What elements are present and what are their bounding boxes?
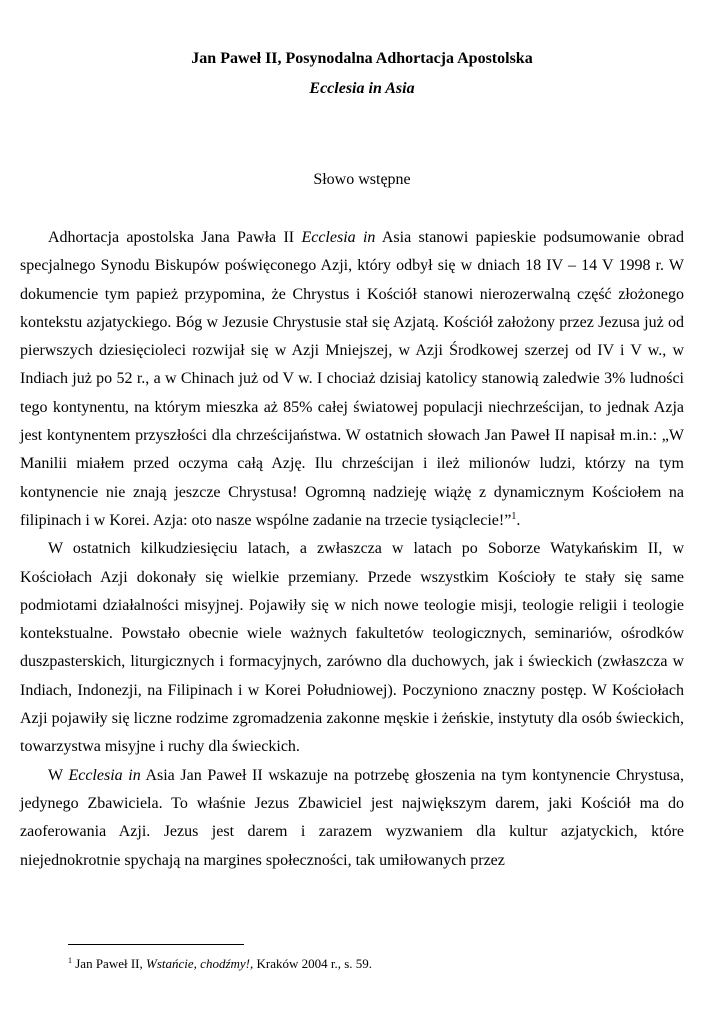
document-subtitle: Ecclesia in Asia (309, 80, 415, 97)
section-heading: Słowo wstępne (313, 171, 411, 188)
body-text (20, 224, 684, 875)
paragraph-1-text-c: . (516, 511, 521, 529)
document-title: Jan Paweł II, Posynodalna Adhortacja Apostolska (191, 50, 533, 67)
paragraph-1 (20, 224, 684, 535)
paragraph-3-italic: Ecclesia in (68, 766, 141, 784)
footnote-number: 1 (68, 956, 72, 965)
paragraph-1-italic: Ecclesia in (301, 229, 376, 246)
paragraph-3-text-a: W (48, 766, 69, 784)
footnote-text-a: Jan Paweł II, (72, 956, 147, 971)
footnote (68, 956, 688, 972)
paragraph-2: W ostatnich kilkudziesięciu latach, a zwłaszcza w latach po Soborze Watykańskim II, w Kościołach Azji dokonały się wielkie przemiany. Przede wszystkim Kościoły te stały się same podmiotami działalności misyjnej. Pojawiły się w nich nowe teologie misji, teologie religii i teologie kontekstualne. Powstało obecnie wiele ważnych fakultetów teologicznych, seminariów, ośrodków duszpasterskich, liturgicznych i formacyjnych, zarówno dla duchowych, jak i świeckich (zwłaszcza w Indiach, Indonezji, na Filipinach i w Korei Południowej). Poczyniono znaczny postęp. W Kościołach Azji pojawiły się liczne rodzime zgromadzenia zakonne męskie i żeńskie, instytuty dla osób świeckich, towarzystwa misyjne i ruchy dla świeckich. (20, 540, 684, 756)
footnote-reference: 1 (511, 510, 517, 522)
paragraph-3-text-b: Asia Jan Paweł II wskazuje na potrzebę głoszenia na tym kontynencie Chrystusa, jedynego Zbawiciela. To właśnie Jezus Zbawiciel jest największym darem, jaki Kościół ma do zaoferowania Azji. Jezus jest darem i zarazem wyzwaniem dla kultur azjatyckich, które niejednokrotnie spychają na margines społeczności, tak umiłowanych przez (20, 766, 685, 869)
paragraph-1-text-b: Asia stanowi papieskie podsumowanie obrad specjalnego Synodu Biskupów poświęconego Azji, który odbył się w dniach 18 IV – 14 V 1998 r. W dokumencie tym papież przypomina, że Chrystus i Kościół stanowi nierozerwalną część złożonego kontekstu azjatyckiego. Bóg w Jezusie Chrystusie stał się Azjatą. Kościół założony przez Jezusa już od pierwszych dziesięcioleci rozwijał się w Azji Mniejszej, w Azji Środkowej szerzej od IV i V w., w Indiach już po 52 r., a w Chinach już od V w. I chociaż dzisiaj katolicy stanowią zaledwie 3% ludności tego kontynentu, na którym mieszka aż 85% całej światowej populacji niechrześcijan, to jednak Azja jest kontynentem przyszłości dla chrześcijaństwa. W ostatnich słowach Jan Paweł II napisał m.in.: „W Manilii miałem przed oczyma całą Azję. Ilu chrześcijan i ileż milionów ludzi, którzy na tym kontynencie nie znają jeszcze Chrystusa! Ogromną nadzieję wiążę z dynamicznym Kościołem na filipinach i w Korei. Azja: oto nasze wspólne zadanie na trzecie tysiąclecie!” (20, 229, 685, 529)
paragraph-1-text-a: Adhortacja apostolska Jana Pawła II (48, 229, 302, 246)
footnote-italic: Wstańcie, chodźmy!, (146, 956, 254, 971)
footnote-divider (68, 944, 244, 945)
footnote-text-b: Kraków 2004 r., s. 59. (253, 956, 373, 971)
paragraph-3 (20, 762, 684, 875)
